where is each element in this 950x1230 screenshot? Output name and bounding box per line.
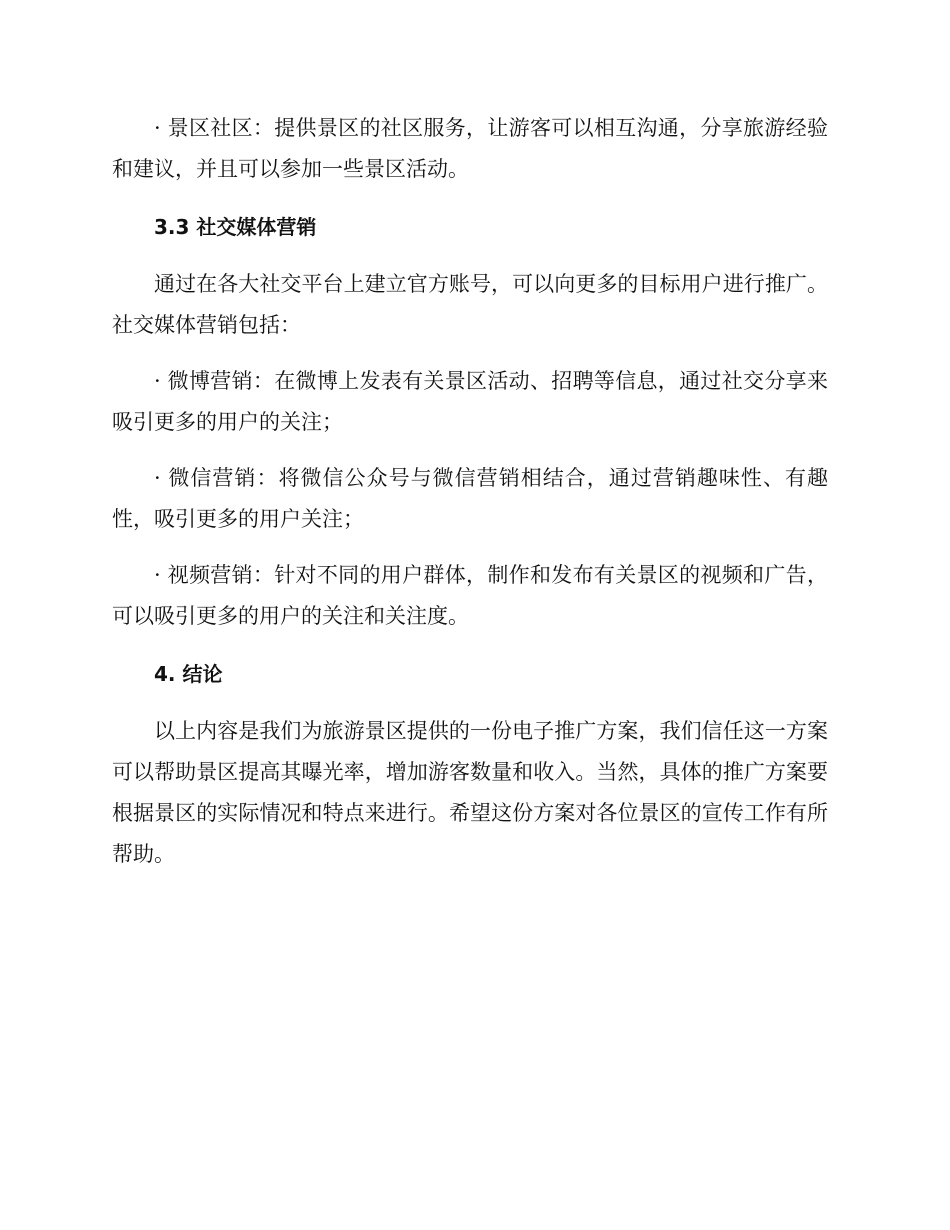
document-body	[112, 108, 828, 890]
paragraph-conclusion: 以上内容是我们为旅游景区提供的一份电子推广方案，我们信任这一方案可以帮助景区提高其曝光率，增加游客数量和收入。当然，具体的推广方案要根据景区的实际情况和特点来进行。希望这份方案对各位景区的宣传工作有所帮助。	[112, 719, 828, 866]
paragraph-video-marketing: · 视频营销：针对不同的用户群体，制作和发布有关景区的视频和广告，可以吸引更多的用户的关注和关注度。	[112, 563, 828, 628]
section-heading-conclusion: 4. 结论	[154, 662, 223, 686]
section-heading-social-media: 3.3 社交媒体营销	[154, 215, 317, 239]
paragraph-wechat-marketing: · 微信营销：将微信公众号与微信营销相结合，通过营销趣味性、有趣性，吸引更多的用户关注；	[112, 466, 828, 531]
paragraph-weibo-marketing: · 微博营销：在微博上发表有关景区活动、招聘等信息，通过社交分享来吸引更多的用户的关注；	[112, 369, 828, 434]
paragraph-social-media-intro: 通过在各大社交平台上建立官方账号，可以向更多的目标用户进行推广。社交媒体营销包括：	[112, 272, 828, 337]
paragraph-scenic-community: · 景区社区：提供景区的社区服务，让游客可以相互沟通，分享旅游经验和建议，并且可以参加一些景区活动。	[112, 116, 828, 181]
